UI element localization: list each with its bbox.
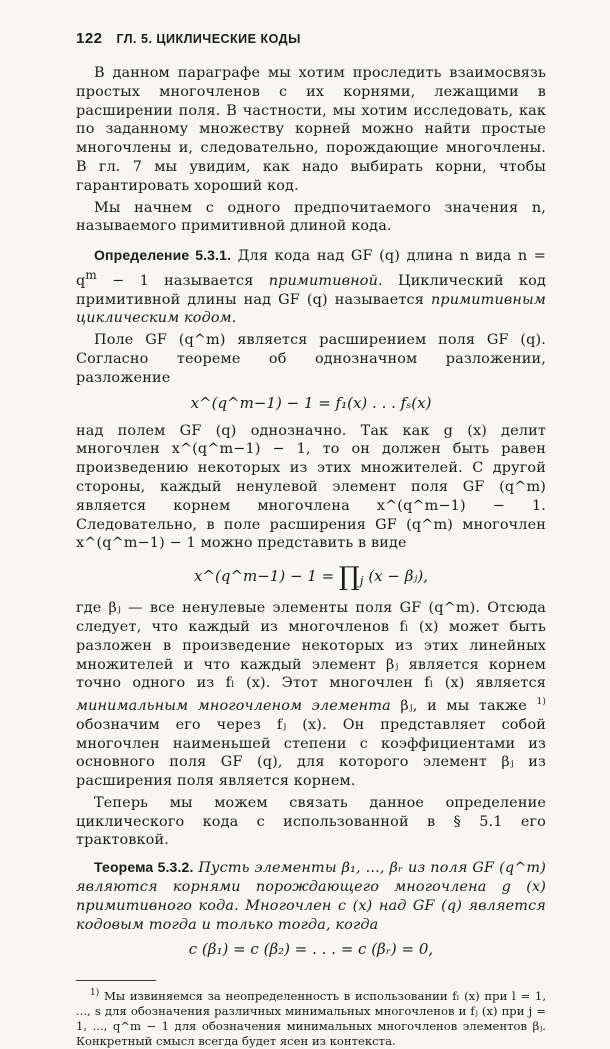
formula-product (76, 557, 546, 595)
definition-text-a: Для кода над GF (q) длина n вида n = q (76, 248, 546, 289)
product-index: j (359, 573, 364, 589)
theorem-heading: Теорема 5.3.2. (94, 859, 194, 876)
definition-end: . (231, 310, 237, 327)
formula-product-left: x^(q^m−1) − 1 = (193, 567, 339, 586)
formula-roots (76, 940, 546, 962)
definition-sup: m (85, 267, 97, 282)
footnote-ref: 1) (536, 697, 546, 708)
formula-factorization-text: x^(q^m−1) − 1 = f₁(x) . . . fₛ(x) (190, 393, 432, 412)
minimal-term: минимальным многочленом элемента (76, 697, 391, 714)
minimal-text-b: βⱼ, и мы также (390, 697, 537, 714)
minimal-text-c: обозначим его через fⱼ (x). Он представляет собой многочлен наименьшей степени с коэффициентами из основного поля GF (q), для которого элемент βⱼ из расширения поля является корнем. (76, 716, 546, 790)
formula-roots-text: c (β₁) = c (β₂) = . . . = c (βᵣ) = 0, (188, 940, 434, 959)
paragraph-connect-definition: Теперь мы можем связать данное определение циклического кода с использованной в § 5.1 его трактовкой. (76, 794, 546, 849)
paragraph-extension-field: Поле GF (q^m) является расширением поля GF (q). Согласно теореме об однозначном разложении, разложение (76, 332, 546, 386)
formula-factorization (76, 394, 546, 416)
paragraph-primitive-length: Мы начнем с одного предпочитаемого значения n, называемого примитивной длиной кода. (76, 199, 546, 235)
running-head (76, 30, 546, 48)
theorem-body: Пусть элементы β₁, ..., βᵣ из поля GF (q^m) являются корнями порождающего многочлена g (x) примитивного кода. Многочлен c (x) над GF (q) является кодовым тогда и только тогда, когда (76, 860, 546, 933)
definition-text-c: . Циклический код примитивной длины над GF (q) называется (76, 272, 546, 308)
footnote-text: Мы извиняемся за неопределенность в использовании fₗ (x) при l = 1, ..., s для обозначения различных минимальных многочленов и fⱼ (x) при j = 1, ..., q^m − 1 для обозначения минимальных многочленов элементов βⱼ. Конкретный смысл всегда будет ясен из контекста. (76, 989, 546, 1049)
definition-term-primitive-code: примитивным циклическим кодом (76, 291, 546, 327)
theorem-5-3-2 (76, 858, 546, 934)
paragraph-intro: В данном параграфе мы хотим проследить взаимосвязь простых многочленов с их корнями, лежащими в расширении поля. В частности, мы хотим исследовать, как по заданному множеству корней можно найти простые многочлены и, следовательно, порождающие многочлены. В гл. 7 мы увидим, как надо выбирать корни, чтобы гарантировать хороший код. (76, 65, 546, 194)
paragraph-minimal-polynomial (76, 599, 546, 791)
definition-text-b: − 1 называется (96, 272, 269, 289)
minimal-text-a: где βⱼ — все ненулевые элементы поля GF (q^m). Отсюда следует, что каждый из многочленов fₗ (x) может быть разложен в произведение некоторых из этих линейных множителей и что каждый элемент βⱼ является корнем точно одного из fₗ (x). Этот многочлен fₗ (x) является (76, 600, 546, 692)
definition-5-3-1 (76, 246, 546, 328)
footnote (76, 986, 546, 1049)
page-number: 122 (76, 30, 103, 47)
chapter-title: ГЛ. 5. ЦИКЛИЧЕСКИЕ КОДЫ (116, 32, 301, 46)
paragraph-factor-argument: над полем GF (q) однозначно. Так как g (x) делит многочлен x^(q^m−1) − 1, то он должен быть равен произведению некоторых из этих множителей. С другой стороны, каждый ненулевой элемент поля GF (q^m) является корнем многочлена x^(q^m−1) − 1. Следовательно, в поле расширения GF (q^m) многочлен x^(q^m−1) − 1 можно представить в виде (76, 422, 546, 552)
definition-term-primitive: примитивной (268, 272, 379, 289)
footnote-marker: 1) (90, 988, 100, 999)
product-symbol: ∏ (338, 562, 360, 593)
definition-heading: Определение 5.3.1. (94, 247, 232, 264)
formula-product-right: (x − βⱼ), (363, 567, 429, 586)
footnote-divider (76, 980, 156, 981)
